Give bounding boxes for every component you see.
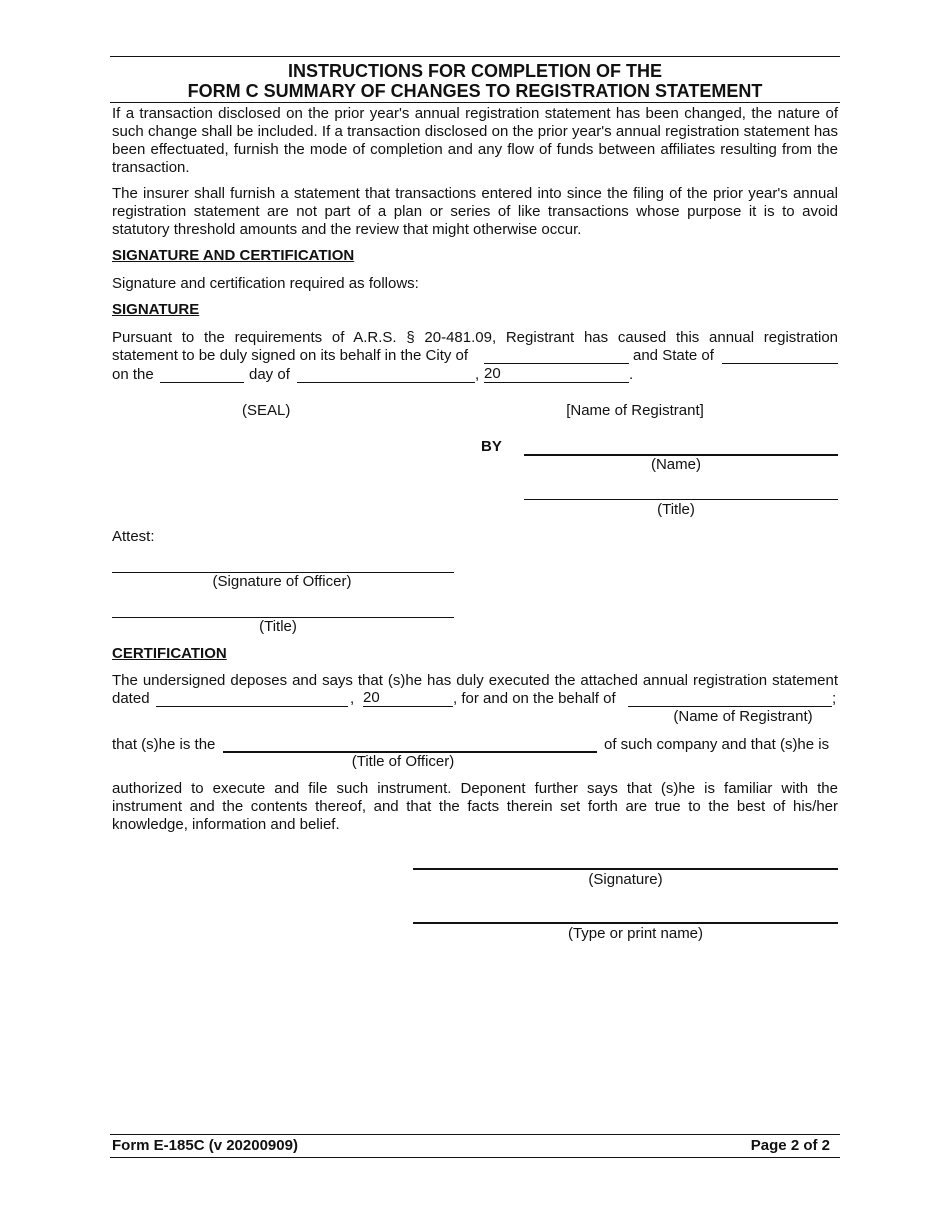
pursuant-line2-text: statement to be duly signed on its behalf in the City of [112,347,469,364]
certification-heading: CERTIFICATION [112,645,227,662]
by-name-line[interactable] [524,438,838,456]
month-field[interactable] [297,365,475,383]
certification-line1: The undersigned deposes and says that (s)he has duly executed the attached annual registration statement [112,672,838,689]
date-comma: , [475,366,480,383]
officer-signature-caption: (Signature of Officer) [212,573,352,590]
seal-label: (SEAL) [242,402,291,419]
sig-cert-heading: SIGNATURE AND CERTIFICATION [112,247,355,264]
print-name-line[interactable] [413,906,838,924]
footer-bottom-rule [110,1157,840,1158]
by-label: BY [481,438,502,455]
city-field[interactable] [484,346,629,364]
form-id: Form E-185C (v 20200909) [112,1137,298,1154]
state-field[interactable] [722,346,838,364]
header-top-rule [110,56,840,57]
title-caption: (Title) [657,501,695,518]
instructions-paragraph-1: If a transaction disclosed on the prior year's annual registration statement has been changed, the nature of such change shall be included. If a transaction disclosed on the prior year's annual registration statement has been effectuated, furnish the mode of completion and any flow of funds between affiliates resulting from the transaction. [112,105,838,176]
name-caption: (Name) [650,456,701,473]
attest-label: Attest: [112,528,155,545]
year-field[interactable] [484,365,629,383]
officer-title-caption: (Title of Officer) [351,753,455,770]
behalf-semicolon: ; [832,690,837,707]
page-title-line1: INSTRUCTIONS FOR COMPLETION OF THE [288,61,662,81]
signature-line[interactable] [413,852,838,870]
year-prefix: 20 [484,365,501,382]
certification-closing: authorized to execute and file such instrument. Deponent further says that (s)he is familiar with the instrument and the contents thereof, and that the facts therein set forth are true to the best of his/her knowledge, information and belief. [112,780,838,833]
officer-signature-line[interactable] [112,556,454,573]
instructions-paragraph-2: The insurer shall furnish a statement that transactions entered into since the filing of the prior year's annual registration statement are not part of a plan or series of like transactions whose purpose it is to avoid statutory threshold amounts and the review that might otherwise occur. [112,185,838,238]
footer-top-rule [110,1134,840,1135]
dated-comma: , [350,690,355,707]
attest-title-line[interactable] [112,601,454,618]
cert-year-field[interactable] [363,689,453,707]
sig-cert-intro: Signature and certification required as follows: [112,275,419,292]
pursuant-line2-state-text: and State of [633,347,714,364]
by-title-line[interactable] [524,483,838,500]
header-bottom-rule [110,102,840,103]
signature-heading: SIGNATURE [112,301,200,318]
day-of-text: day of [249,366,290,383]
attest-title-caption: (Title) [259,618,297,635]
that-he-is-text: that (s)he is the [112,736,216,753]
dated-field[interactable] [156,689,348,707]
officer-title-line[interactable] [223,735,597,753]
dated-text: dated [112,690,150,707]
pursuant-line1: Pursuant to the requirements of A.R.S. § 20-481.09, Registrant has caused this annual registration [112,329,838,346]
registrant-name-label: [Name of Registrant] [566,402,704,419]
page-title-line2: FORM C SUMMARY OF CHANGES TO REGISTRATION STATEMENT [187,81,763,101]
print-name-caption: (Type or print name) [567,925,704,942]
day-field[interactable] [160,365,244,383]
signature-caption: (Signature) [588,871,663,888]
date-period: . [629,366,634,383]
on-the-text: on the [112,366,154,383]
behalf-text: , for and on the behalf of [453,690,616,707]
registrant-caption: (Name of Registrant) [673,708,813,725]
page-number: Page 2 of 2 [750,1137,830,1154]
behalf-registrant-field[interactable] [628,689,832,707]
such-company-text: of such company and that (s)he is [604,736,830,753]
cert-year-prefix: 20 [363,689,380,706]
